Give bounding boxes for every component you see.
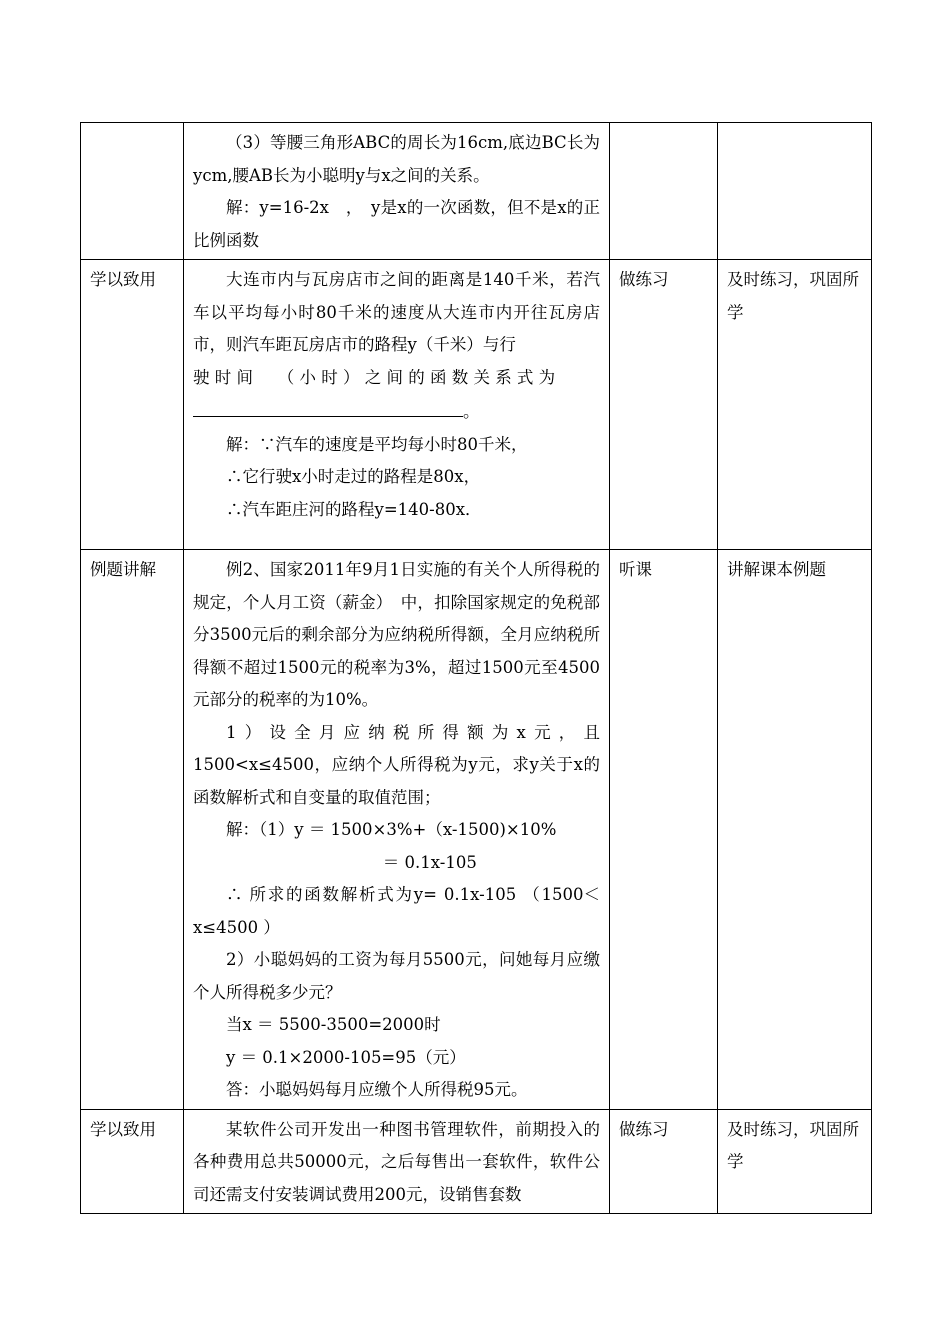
solution-step: 解：（1）y ＝ 1500×3%+（x-1500)×10% [226, 820, 557, 839]
activity-cell: 做练习 [610, 260, 718, 550]
solution-step: 当x ＝ 5500-3500=2000时 [226, 1015, 441, 1034]
answer-blank[interactable] [193, 394, 463, 417]
activity-cell [610, 123, 718, 260]
solution-step: ∴它行驶x小时走过的路程是80x， [226, 467, 481, 486]
intent-cell: 及时练习，巩固所学 [718, 260, 872, 550]
intent-cell [718, 123, 872, 260]
exercise-text: 某软件公司开发出一种图书管理软件，前期投入的各种费用总共50000元，之后每售出一套软件，软件公司还需支付安装调试费用200元，设销售套数 [193, 1119, 600, 1204]
activity-cell: 做练习 [610, 1109, 718, 1214]
example-text: 例2、国家2011年9月1日实施的有关个人所得税的规定，个人月工资（薪金） 中，扣除国家规定的免税部分3500元后的剩余部分为应纳税所得额，全月应纳税所得额不超过1500元的税率为3%，超过1500元至4500元部分的税率的为10%。 [193, 560, 600, 709]
stage-cell: 例题讲解 [81, 550, 184, 1110]
exercise-text-cont: 驶 时 间 （ 小 时 ） 之 间 的 函 数 关 系 式 为 [193, 367, 556, 387]
solution-answer: 答：小聪妈妈每月应缴个人所得税95元。 [226, 1080, 528, 1099]
solution-text: 解：y=16-2x ， y是x的一次函数，但不是x的正比例函数 [193, 198, 600, 250]
solution-step: ∴ 所求的函数解析式为y= 0.1x-105 （1500＜x≤4500 ） [193, 885, 600, 937]
activity-cell: 听课 [610, 550, 718, 1110]
exercise-text: 大连市内与瓦房店市之间的距离是140千米，若汽车以平均每小时80千米的速度从大连市内开往瓦房店市，则汽车距瓦房店市的路程y（千米）与行 [193, 270, 600, 354]
solution-step: ＝ 0.1x-105 [382, 852, 477, 872]
table-row [81, 550, 872, 1110]
solution-step: 解：∵汽车的速度是平均每小时80千米， [226, 434, 528, 454]
table-row [81, 260, 872, 550]
solution-step: y ＝ 0.1×2000-105=95（元） [226, 1047, 466, 1067]
intent-cell: 及时练习，巩固所学 [718, 1109, 872, 1214]
intent-cell: 讲解课本例题 [718, 550, 872, 1110]
solution-step: ∴汽车距庄河的路程y=140-80x． [226, 499, 482, 519]
example-question-1: 1）设全月应纳税所得额为x元，且1500<x≤4500，应纳个人所得税为y元，求y关于x的函数解析式和自变量的取值范围； [193, 722, 600, 807]
content-cell [184, 1109, 610, 1214]
lesson-plan-table [80, 122, 872, 1214]
example-question-2: 2）小聪妈妈的工资为每月5500元，问她每月应缴个人所得税多少元？ [193, 950, 600, 1002]
stage-cell: 学以致用 [81, 260, 184, 550]
question-text: （3）等腰三角形ABC的周长为16cm,底边BC长为ycm,腰AB长为小聪明y与x之间的关系。 [193, 133, 600, 185]
content-cell [184, 550, 610, 1110]
answer-blank-line: 。 [193, 394, 600, 429]
table-row [81, 123, 872, 260]
stage-cell: 学以致用 [81, 1109, 184, 1214]
content-cell [184, 123, 610, 260]
stage-cell [81, 123, 184, 260]
table-row [81, 1109, 872, 1214]
content-cell [184, 260, 610, 550]
